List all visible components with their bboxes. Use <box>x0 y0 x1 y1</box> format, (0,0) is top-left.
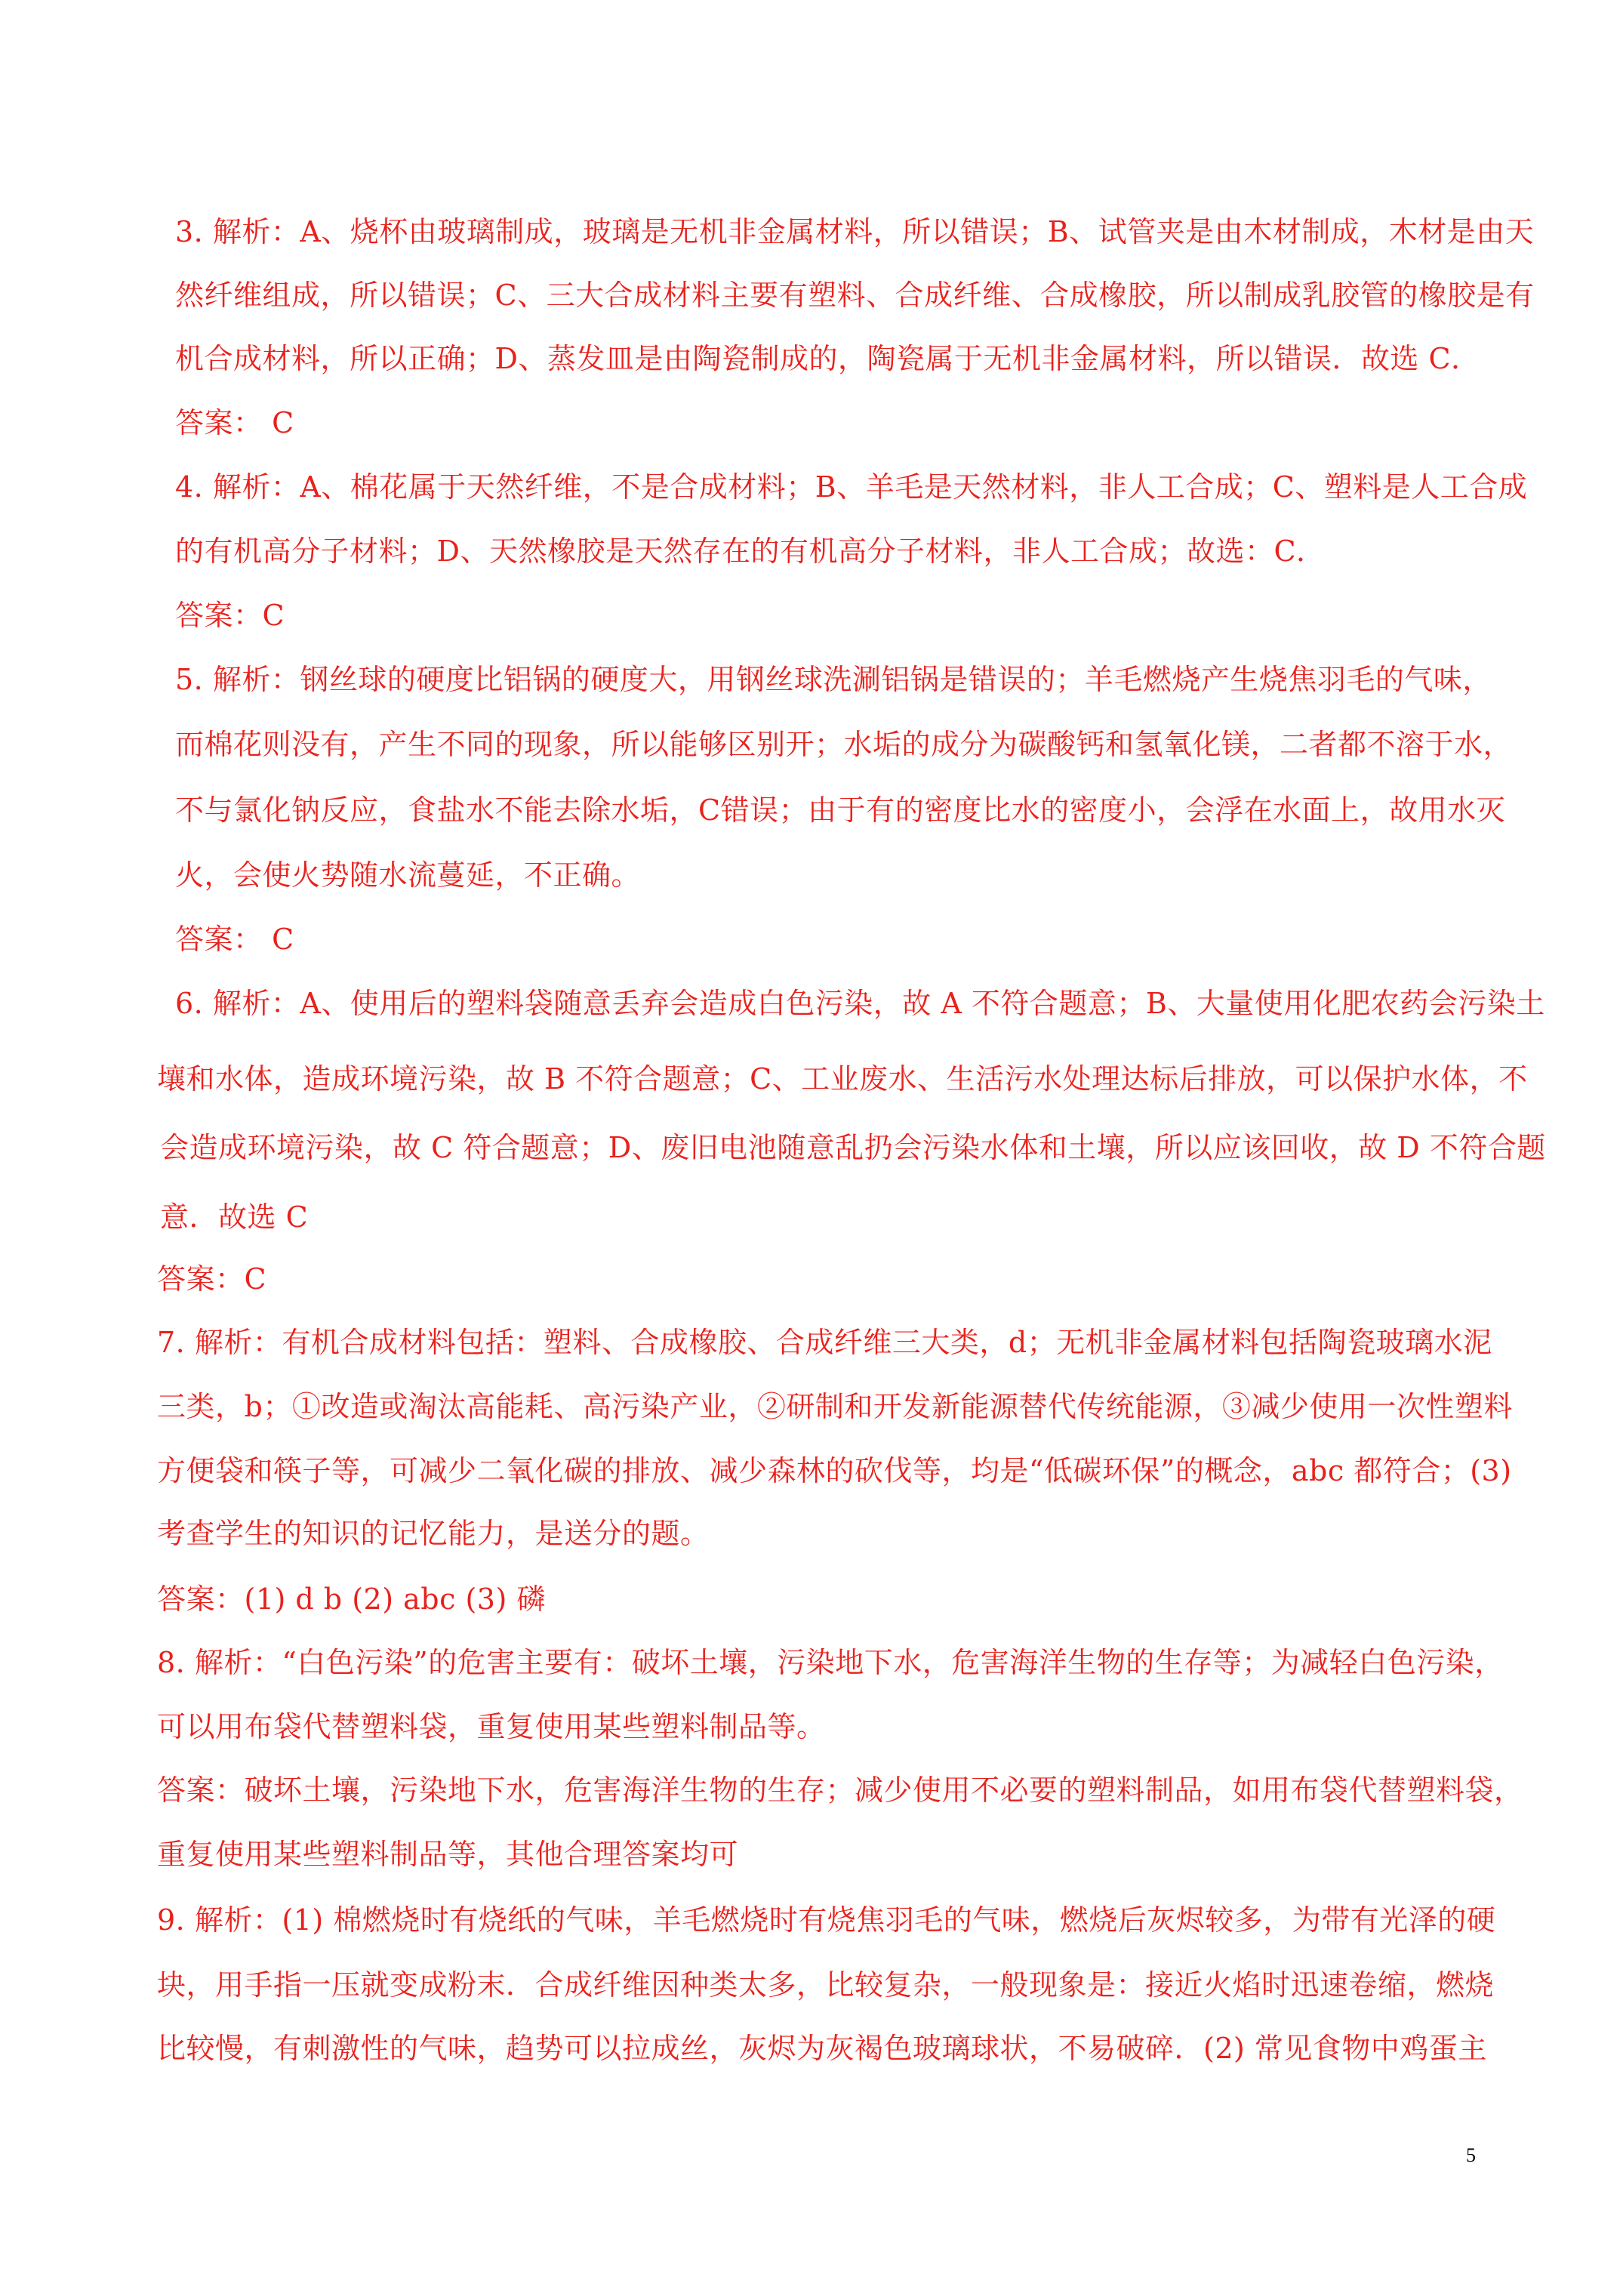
text-line: 答案：破坏土壤，污染地下水，危害海洋生物的生存；减少使用不必要的塑料制品，如用布袋代替塑料袋， <box>157 1774 1523 1807</box>
text-line: 考查学生的知识的记忆能力，是送分的题。 <box>157 1517 710 1550</box>
text-line: 火，会使火势随水流蔓延，不正确。 <box>175 858 641 892</box>
text-line: 9. 解析：(1) 棉燃烧时有烧纸的气味，羊毛燃烧时有烧焦羽毛的气味，燃烧后灰烬较多，为带有光泽的硬 <box>157 1903 1496 1937</box>
text-line: 5. 解析：钢丝球的硬度比铝锅的硬度大，用钢丝球洗涮铝锅是错误的；羊毛燃烧产生烧焦羽毛的气味， <box>175 663 1492 696</box>
text-line: 壤和水体，造成环境污染，故 B 不符合题意；C、工业废水、生活污水处理达标后排放，可以保护水体，不 <box>157 1062 1528 1096</box>
text-line: 答案：C <box>175 599 285 632</box>
text-line: 可以用布袋代替塑料袋，重复使用某些塑料制品等。 <box>157 1710 826 1743</box>
text-line: 会造成环境污染，故 C 符合题意；D、废旧电池随意乱扔会污染水体和土壤，所以应该回收，故 D 不符合题 <box>160 1131 1546 1164</box>
text-line: 6. 解析：A、使用后的塑料袋随意丢弃会造成白色污染，故 A 不符合题意；B、大量使用化肥农药会污染土 <box>175 987 1545 1020</box>
text-line: 4. 解析：A、棉花属于天然纤维，不是合成材料；B、羊毛是天然材料，非人工合成；C、塑料是人工合成 <box>175 470 1528 504</box>
text-line: 3. 解析：A、烧杯由玻璃制成，玻璃是无机非金属材料，所以错误；B、试管夹是由木材制成，木材是由天 <box>175 215 1535 248</box>
text-line: 答案： C <box>175 406 294 439</box>
text-line: 块，用手指一压就变成粉末．合成纤维因种类太多，比较复杂，一般现象是：接近火焰时迅速卷缩，燃烧 <box>157 1968 1495 2002</box>
text-line: 答案：(1) d b (2) abc (3) 磷 <box>157 1583 546 1616</box>
text-line: 方便袋和筷子等，可减少二氧化碳的排放、减少森林的砍伐等，均是“低碳环保”的概念，abc 都符合；(3) <box>157 1454 1512 1487</box>
text-line: 三类，b；①改造或淘汰高能耗、高污染产业，②研制和开发新能源替代传统能源，③减少使用一次性塑料 <box>157 1390 1513 1423</box>
text-line: 7. 解析：有机合成材料包括：塑料、合成橡胶、合成纤维三大类，d；无机非金属材料包括陶瓷玻璃水泥 <box>157 1326 1492 1359</box>
text-line: 的有机高分子材料；D、天然橡胶是天然存在的有机高分子材料，非人工合成；故选：C． <box>175 535 1326 568</box>
text-line: 而棉花则没有，产生不同的现象，所以能够区别开；水垢的成分为碳酸钙和氢氧化镁，二者都不溶于水， <box>175 728 1513 761</box>
text-line: 8. 解析：“白色污染”的危害主要有：破坏土壤，污染地下水，危害海洋生物的生存等；为减轻白色污染， <box>157 1646 1504 1679</box>
text-line: 意．故选 C <box>160 1200 309 1234</box>
text-line: 比较慢，有刺激性的气味，趋势可以拉成丝，灰烬为灰褐色玻璃球状，不易破碎．(2) 常见食物中鸡蛋主 <box>157 2032 1487 2065</box>
text-line: 答案：C <box>157 1262 267 1296</box>
text-line: 不与氯化钠反应，食盐水不能去除水垢，C错误；由于有的密度比水的密度小，会浮在水面上，故用水灭 <box>175 794 1506 827</box>
page-number: 5 <box>1466 2144 1476 2166</box>
text-line: 然纤维组成，所以错误；C、三大合成材料主要有塑料、合成纤维、合成橡胶，所以制成乳胶管的橡胶是有 <box>175 279 1535 312</box>
text-line: 机合成材料，所以正确；D、蒸发皿是由陶瓷制成的，陶瓷属于无机非金属材料，所以错误．故选 C． <box>175 342 1480 375</box>
text-line: 重复使用某些塑料制品等，其他合理答案均可 <box>157 1838 739 1871</box>
text-line: 答案： C <box>175 923 294 956</box>
